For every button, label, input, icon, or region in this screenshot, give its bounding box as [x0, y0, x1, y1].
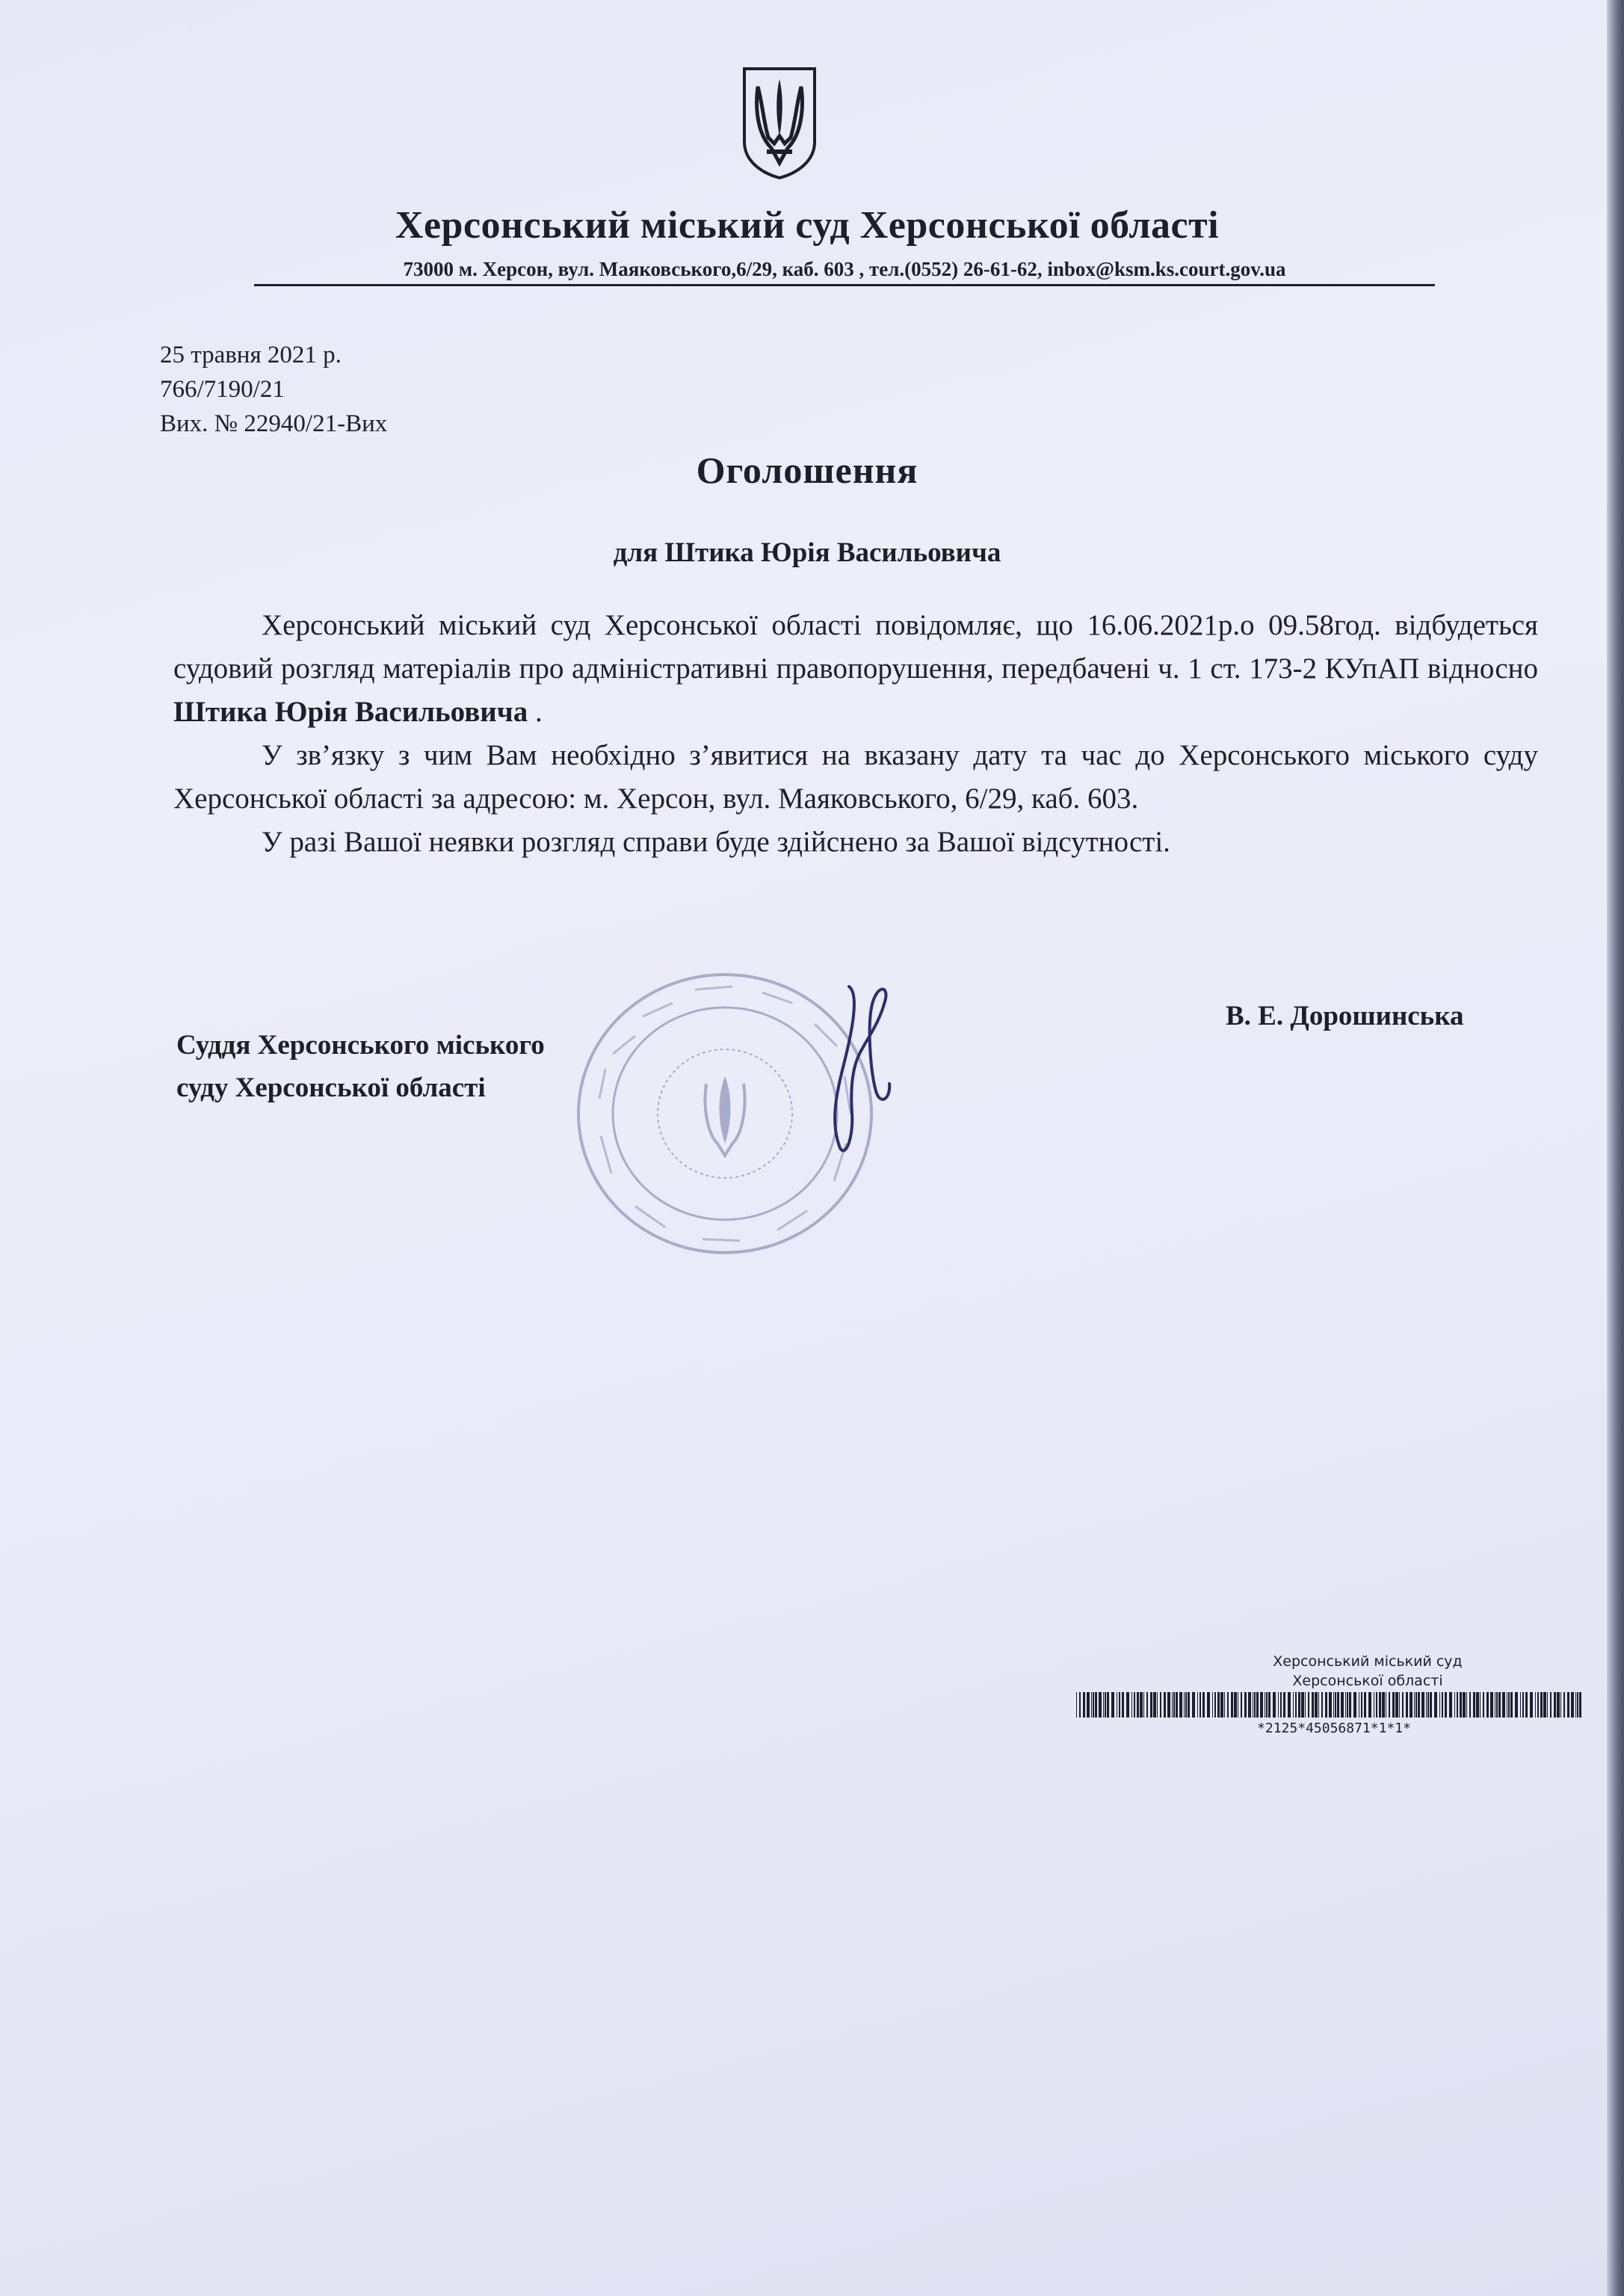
handwritten-signature-icon [807, 979, 904, 1158]
paragraph-hearing-notice [173, 604, 1538, 734]
paragraph-hearing-end: . [528, 696, 543, 728]
footer-org-line2: Херсонської області [1292, 1673, 1443, 1689]
paper-edge-shadow [1607, 0, 1624, 2296]
trident-emblem-icon [738, 64, 821, 181]
judge-name: В. Е. Дорошинська [1226, 1001, 1464, 1031]
paragraph-hearing-text: Херсонський міський суд Херсонської області повідомляє, що 16.06.2021р.о 09.58год. відбудеться судовий розгляд матеріалів про адміністративні правопорушення, передбачені ч. 1 ст. 173-2 КУпАП відносно [173, 609, 1538, 685]
registry-footer [1076, 1652, 1592, 1736]
document-meta [160, 338, 387, 441]
judge-position-line1: Суддя Херсонського міського [176, 1030, 545, 1061]
judge-position [176, 1024, 545, 1109]
barcode-icon [1076, 1692, 1581, 1718]
court-address-line: 73000 м. Херсон, вул. Маяковського,6/29, каб. 603 , тел.(0552) 26-61-62, inbox@ksm.ks.court.gov.ua [254, 258, 1435, 286]
document-title: Оголошення [696, 449, 918, 491]
outgoing-number: Вих. № 22940/21-Вих [160, 410, 388, 437]
paragraph-appearance: У зв’язку з чим Вам необхідно з’явитися на вказану дату та час до Херсонського міського суду Херсонської області за адресою: м. Херсон, вул. Маяковського, 6/29, каб. 603. [173, 739, 1538, 815]
court-name-heading: Херсонський міський суд Херсонської області [395, 204, 1220, 247]
recipient-line: для Штика Юрія Васильовича [613, 537, 1001, 568]
case-number: 766/7190/21 [160, 376, 285, 403]
document-body [173, 604, 1538, 864]
document-date: 25 травня 2021 р. [160, 342, 342, 368]
defendant-name: Штика Юрія Васильовича [173, 696, 528, 728]
footer-org-line1: Херсонський міський суд [1273, 1653, 1463, 1670]
barcode-number: *2125*45056871*1*1* [1257, 1721, 1411, 1736]
paragraph-absence: У разі Вашої неявки розгляд справи буде здійснено за Вашої відсутності. [262, 826, 1170, 858]
judge-position-line2: суду Херсонської області [176, 1073, 486, 1103]
